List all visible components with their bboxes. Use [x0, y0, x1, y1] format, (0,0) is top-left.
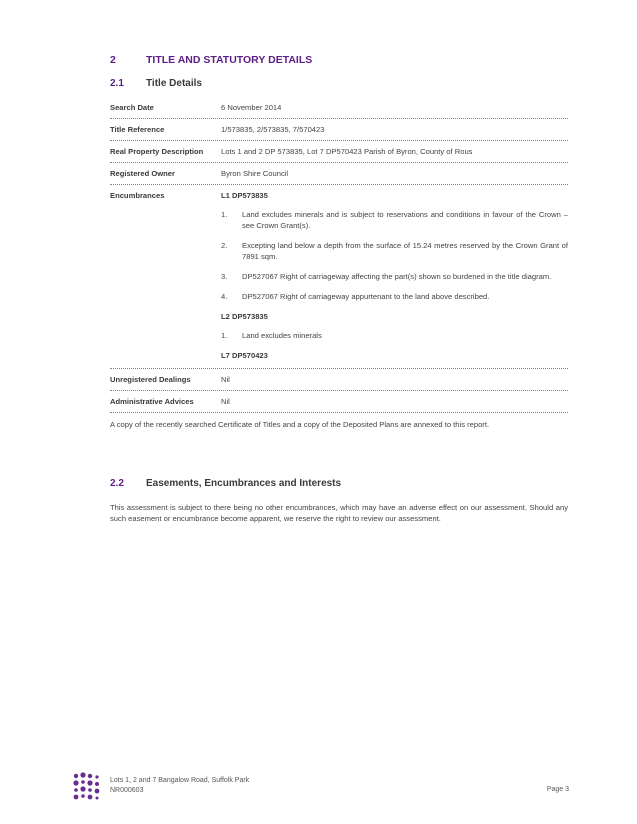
- label-administrative-advices: Administrative Advices: [110, 397, 194, 406]
- logo-dot: [88, 774, 92, 778]
- list-item-text: Land excludes minerals: [242, 331, 322, 340]
- label-real-property: Real Property Description: [110, 147, 204, 156]
- list-item-number: 4.: [221, 292, 228, 301]
- list-item: [221, 271, 568, 282]
- logo-dot: [95, 782, 99, 786]
- list-item-number: 1.: [221, 331, 228, 340]
- list-item: [221, 240, 568, 262]
- logo-dot: [81, 794, 85, 798]
- logo-dot: [73, 780, 78, 785]
- list-item-text: Land excludes minerals and is subject to reservations and conditions in favour of the Crown – see Crown Grant(s).: [242, 210, 568, 230]
- label-search-date: Search Date: [110, 103, 154, 112]
- footer: [110, 776, 249, 795]
- subsection-title: Easements, Encumbrances and Interests: [146, 478, 342, 489]
- encumbrance-list: [221, 330, 568, 341]
- label-encumbrances: Encumbrances: [110, 191, 165, 200]
- logo-dot: [88, 788, 92, 792]
- list-item-number: 2.: [221, 241, 228, 250]
- subsection-title: Title Details: [146, 78, 202, 89]
- footer-address: Lots 1, 2 and 7 Bangalow Road, Suffolk Park: [110, 777, 250, 784]
- logo-dot: [74, 795, 79, 800]
- list-item-number: 1.: [221, 210, 228, 219]
- label-title-reference: Title Reference: [110, 125, 165, 134]
- row-search-date: [110, 97, 568, 119]
- value-registered-owner: Byron Shire Council: [221, 169, 289, 178]
- subsection-heading-easements: [110, 478, 341, 489]
- logo-dot: [87, 780, 92, 785]
- section-number: 2: [110, 54, 116, 66]
- value-search-date: 6 November 2014: [221, 103, 282, 112]
- list-item: [221, 291, 568, 302]
- logo-dot: [95, 775, 98, 778]
- label-unregistered-dealings: Unregistered Dealings: [110, 375, 191, 384]
- logo-dot: [74, 774, 78, 778]
- list-item-text: DP527067 Right of carriageway appurtenant to the land above described.: [242, 292, 490, 301]
- logo-dot: [81, 780, 85, 784]
- subsection-number: 2.2: [110, 478, 124, 489]
- logo-dot: [80, 786, 85, 791]
- row-administrative-advices: [110, 391, 568, 413]
- logo-dot: [88, 795, 93, 800]
- value-real-property: Lots 1 and 2 DP 573835, Lot 7 DP570423 Parish of Byron, County of Rous: [221, 147, 473, 156]
- list-item: [221, 330, 568, 341]
- section-heading: [110, 54, 312, 66]
- logo-dot: [96, 797, 99, 800]
- section-title: TITLE AND STATUTORY DETAILS: [146, 54, 313, 66]
- logo-dot: [74, 788, 78, 792]
- encumbrance-group-heading: L1 DP573835: [221, 191, 268, 200]
- encumbrance-list: [221, 209, 568, 302]
- logo-dot: [80, 772, 85, 777]
- value-unregistered-dealings: Nil: [221, 375, 230, 384]
- list-item-number: 3.: [221, 272, 228, 281]
- list-item-text: DP527067 Right of carriageway affecting the part(s) shown so burdened in the title diagram.: [242, 272, 552, 281]
- value-encumbrances: [221, 190, 568, 363]
- row-encumbrances: [110, 185, 568, 369]
- row-unregistered-dealings: [110, 369, 568, 391]
- row-title-reference: [110, 119, 568, 141]
- encumbrance-group-heading: L7 DP570423: [221, 351, 268, 360]
- title-details-table: [110, 97, 568, 430]
- subsection-heading-title-details: [110, 78, 202, 89]
- row-registered-owner: [110, 163, 568, 185]
- row-real-property: [110, 141, 568, 163]
- page-number: Page 3: [546, 786, 569, 793]
- company-dots-logo: [72, 772, 102, 800]
- logo-dot: [95, 789, 100, 794]
- copy-note-paragraph: A copy of the recently searched Certificate of Titles and a copy of the Deposited Plans are annexed to this report.: [110, 420, 490, 429]
- encumbrance-group-heading: L2 DP573835: [221, 312, 268, 321]
- value-administrative-advices: Nil: [221, 397, 230, 406]
- footer-reference: NR000603: [110, 786, 144, 794]
- list-item: [221, 209, 568, 231]
- list-item-text: Excepting land below a depth from the surface of 15.24 metres reserved by the Crown Grant of 7891 sqm.: [242, 241, 568, 261]
- value-title-reference: 1/573835, 2/573835, 7/570423: [221, 125, 325, 134]
- label-registered-owner: Registered Owner: [110, 169, 175, 178]
- assessment-paragraph: This assessment is subject to there being no other encumbrances, which may have an adverse effect on our assessment. Should any such easement or encumbrance become apparent, we reserve the right to review our assessment.: [110, 503, 568, 523]
- subsection-number: 2.1: [110, 78, 124, 89]
